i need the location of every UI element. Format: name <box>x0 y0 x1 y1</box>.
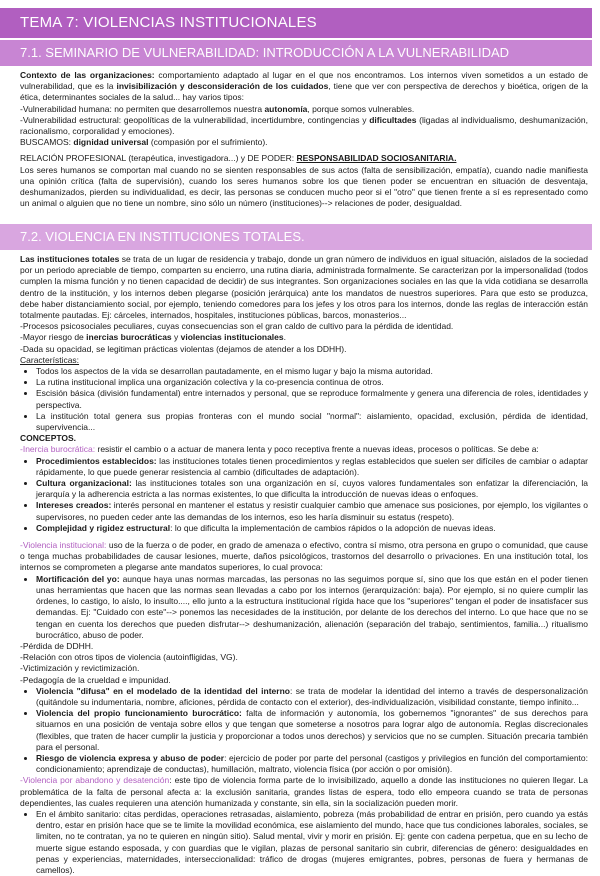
list-item: • Violencia del propio funcionamiento burocrático: falta de información y autonomía, los gobernemos "ignorantes" de sus derechos para situarnos en una posición de ventaja sobre ellos y que tengan que someterse a nosotros para lograr algo de autonomía. Reglas discrecionales (flexibles, que traten de hacer cumplir la justicia y proporcionar a todos unos derechos) y servicios que no se cumplen. Situación precaria también para el personal. <box>36 708 588 753</box>
list-item: • La institución total genera sus propias fronteras con el mundo social "normal": aislamiento, opacidad, exclusión, pérdida de identidad, supervivencia... <box>36 411 588 433</box>
contexto-paragraph: Contexto de las organizaciones: comportamiento adaptado al lugar en el que nos encontramos. Los internos viven sometidos a un estado de vulnerabilidad, que es la invisibilización y desconsideración de los cuidados, tiene que ver con perspectiva de derechos y bioética, origen de la ética, determinantes sociales de la salud... hay varios tipos: <box>20 70 588 103</box>
list-item: • Riesgo de violencia expresa y abuso de poder: ejercicio de poder por parte del personal (castigos y privilegios en función del comportamiento: condicionamiento; aprendizaje de conductas), humillación, maltrato, violencia física (por acción o por omisión). <box>36 753 588 775</box>
vulnerabilidad-estructural: -Vulnerabilidad estructural: geopolíticas de la vulnerabilidad, incertidumbre, contingencias y dificultades (ligadas al individualismo, deshumanización, racionalismo, corporalidad y emociones). <box>20 114 588 137</box>
section-1-heading: 7.1. SEMINARIO DE VULNERABILIDAD: INTRODUCCIÓN A LA VULNERABILIDAD <box>0 40 592 66</box>
dash-line: -Pedagogía de la crueldad e impunidad. <box>20 674 171 685</box>
relacion-paragraph: Los seres humanos se comportan mal cuando no se sienten responsables de sus actos (falta de sensibilización, empatía), cuando nadie manifiesta una opinión crítica (falta de supervisión), cuando los seres humanos sobre los que tienen poder se encuentran en situación de desventaja, deshumanizados, pierden su individualidad, es decir, las personas se conducen mucho peor si el "otro" que tienen frente a sí es representado como un animal o alguien que no tiene un nombre, sino sólo un número (instituciones)--> relaciones de poder, desigualdad. <box>20 164 588 209</box>
dash-line: -Pérdida de DDHH. <box>20 640 94 651</box>
list-item: • Todos los aspectos de la vida se desarrollan pautadamente, en el mismo lugar y bajo la misma autoridad. <box>36 366 588 377</box>
violencia-institucional-paragraph: -Violencia institucional: uso de la fuerza o de poder, en grado de amenaza o efectivo, contra sí mismo, otra persona en grupo o comunidad, que cause o tenga muchas probabilidades de causar lesiones, muerte, daños psicológicos, trastornos del desarrollo o privaciones. En una institución total, los internos se comprometen a plegarse ante mandatos superiores, lo cual provoca: <box>20 540 588 573</box>
opacidad-line: -Dada su opacidad, se legitiman prácticas violentas (dejamos de atender a los DDHH). <box>20 343 347 354</box>
section-2-body <box>20 254 588 876</box>
section-2-heading: 7.2. VIOLENCIA EN INSTITUCIONES TOTALES. <box>0 224 592 250</box>
list-item: • Mortificación del yo: aunque haya unas normas marcadas, las personas no las seguimos porque sí, sino que los que están en el poder tienen unas herramientas que hacen que las normas sean llevadas a cabo por los internos (jerarquización: baja). Por ejemplo, si no quiere cumplir las órdenes, lo castigo, lo aíslo, lo insulto...., ello junto a la estructura institucional rígida hace que los "superiores" tengan el poder de insatisfacer sus demandas. Ej: "Cuidado con este"--> ponemos las necesidades de la institución, por delante de los derechos del interno. Lo que hace que no se tengan en cuenta los derechos que pueden disfrutar--> deshumanización, alienación (separación del trabajo, sentimientos, familia...) ritualismo burocrático, abuso de poder. <box>36 574 588 641</box>
dash-line: -Relación con otros tipos de violencia (autoinfligidas, VG). <box>20 652 238 663</box>
list-item: • Escisión básica (división fundamental) entre internados y personal, que se reproduce formalmente y genera una diferencia de roles, identidades y perspectiva. <box>36 388 588 410</box>
inercia-list <box>20 456 588 534</box>
caracteristicas-list <box>20 366 588 433</box>
list-item: • Cultura organizacional: las instituciones totales son una organización en sí, cuyos valores fundamentales son enfatizar la diferenciación, la jerarquía y la adherencia estricta a las normas existentes, lo que dificulta la introducción de nuevas ideas o enfoques. <box>36 478 588 500</box>
mayor-riesgo-line: -Mayor riesgo de inercias burocráticas y violencias institucionales. <box>20 332 286 343</box>
inercia-paragraph: -Inercia burocrática: resistir el cambio o a actuar de manera lenta y poco receptiva frente a nuevas ideas, procesos o políticas. Se debe a: <box>20 444 539 455</box>
conceptos-label: CONCEPTOS. <box>20 433 77 444</box>
instituciones-totales-paragraph: Las instituciones totales se trata de un lugar de residencia y trabajo, donde un gran número de individuos en igual situación, aislados de la sociedad por un periodo apreciable de tiempo, comparten su encierro, una rutina diaria, administrada formalmente. Se caracterizan por la impersonalidad (todos cumplen la misma función y no tienen capacidad de decidir) de sus integrantes. Son organizaciones sociales en las que la vida cotidiana se desarrolla dentro de la institución, y los internos deben plegarse (posición jerárquica) ante los mandatos de nuestros superiores. Para que esto se produzca, debe haber distanciamiento social, por ejemplo, teniendo comedores para los jefes y los otros para los internos, donde las reglas de interacción están totalmente pautadas. Ej: cárceles, internados, hospitales, instituciones públicas, barcos, monasterios... <box>20 254 588 321</box>
document-title: TEMA 7: VIOLENCIAS INSTITUCIONALES <box>0 8 592 38</box>
section-1-body <box>20 70 588 209</box>
sanitario-list <box>20 809 588 876</box>
dash-line: -Victimización y revictimización. <box>20 663 140 674</box>
buscamos-line: BUSCAMOS: dignidad universal (compasión por el sufrimiento). <box>20 137 268 148</box>
abandono-paragraph: -Violencia por abandono y desatención: este tipo de violencia forma parte de lo invisibilizado, aquello a donde las instituciones no quieren llegar. La problemática de la falta de personal afecta a: la exclusión sanitaria, grandes listas de espera, todo ello empeora cuando se trata de personas dependientes, las cuales requieren una atención humanizada y constante, sin ella, sin la socialización pueden morir. <box>20 775 588 808</box>
list-item: • Procedimientos establecidos: las instituciones totales tienen procedimientos y reglas establecidos que suelen ser difíciles de cambiar o adaptar rápidamente, lo que puede generar resistencia al cambio (dificultades de adaptación). <box>36 456 588 478</box>
list-item: • Violencia "difusa" en el modelado de la identidad del interno: se trata de modelar la identidad del interno a través de despersonalización (quitándole su indumentaria, nombre, aficiones, pérdida de contacto con el exterior), des-individualización, visibilidad constante, tiempo infinito... <box>36 686 588 708</box>
list-item: • La rutina institucional implica una organización colectiva y la co-presencia continua de otros. <box>36 377 588 388</box>
list-item: • Complejidad y rigidez estructural: lo que dificulta la implementación de cambios rápidos o la adopción de nuevas ideas. <box>36 523 588 534</box>
list-item: • Intereses creados: interés personal en mantener el estatus y resistir cualquier cambio que amenace sus posiciones, por ejemplo, los vigilantes o supervisores, no pueden ceder ante las demandas de los internos, eso les haría disminuir su estatus (respeto). <box>36 500 588 522</box>
procesos-line: -Procesos psicosociales peculiares, cuyas consecuencias son el gran caldo de cultivo para la pérdida de identidad. <box>20 321 454 332</box>
caracteristicas-label: Características: <box>20 354 80 365</box>
list-item: • En el ámbito sanitario: citas perdidas, operaciones retrasadas, aislamiento, pobreza (más probabilidad de entrar en prisión, pero cuando ya estás dentro, estar en prisión hace que se te limite la movilidad económica, ese aislamiento del mundo, hace que tus condiciones laborales, sociales, se limiten, no te contratan, ya no te quieren en ningún sitio). Salud mental, vivir y morir en prisión. Ej: gente con cadena perpetua, que en su lecho de muerte sigue estando esposada, y con guardias que le vigilan, plazas de personal sanitario sin cubrir, diferencias de género: desigualdades en penas y experiencias, maternidades, interseccionalidad: tráfico de drogas (mujeres emigrantes, pobres, personas de fuera y hermanas de camellos). <box>36 809 588 876</box>
mortificacion-list <box>20 574 588 641</box>
tipos-violencia-list <box>20 686 588 776</box>
vulnerabilidad-humana: -Vulnerabilidad humana: no permiten que desarrollemos nuestra autonomía, porque somos vulnerables. <box>20 103 415 114</box>
relacion-heading: RELACIÓN PROFESIONAL (terapéutica, investigadora...) y DE PODER: RESPONSABILIDAD SOCIOSANITARIA. <box>20 153 457 164</box>
